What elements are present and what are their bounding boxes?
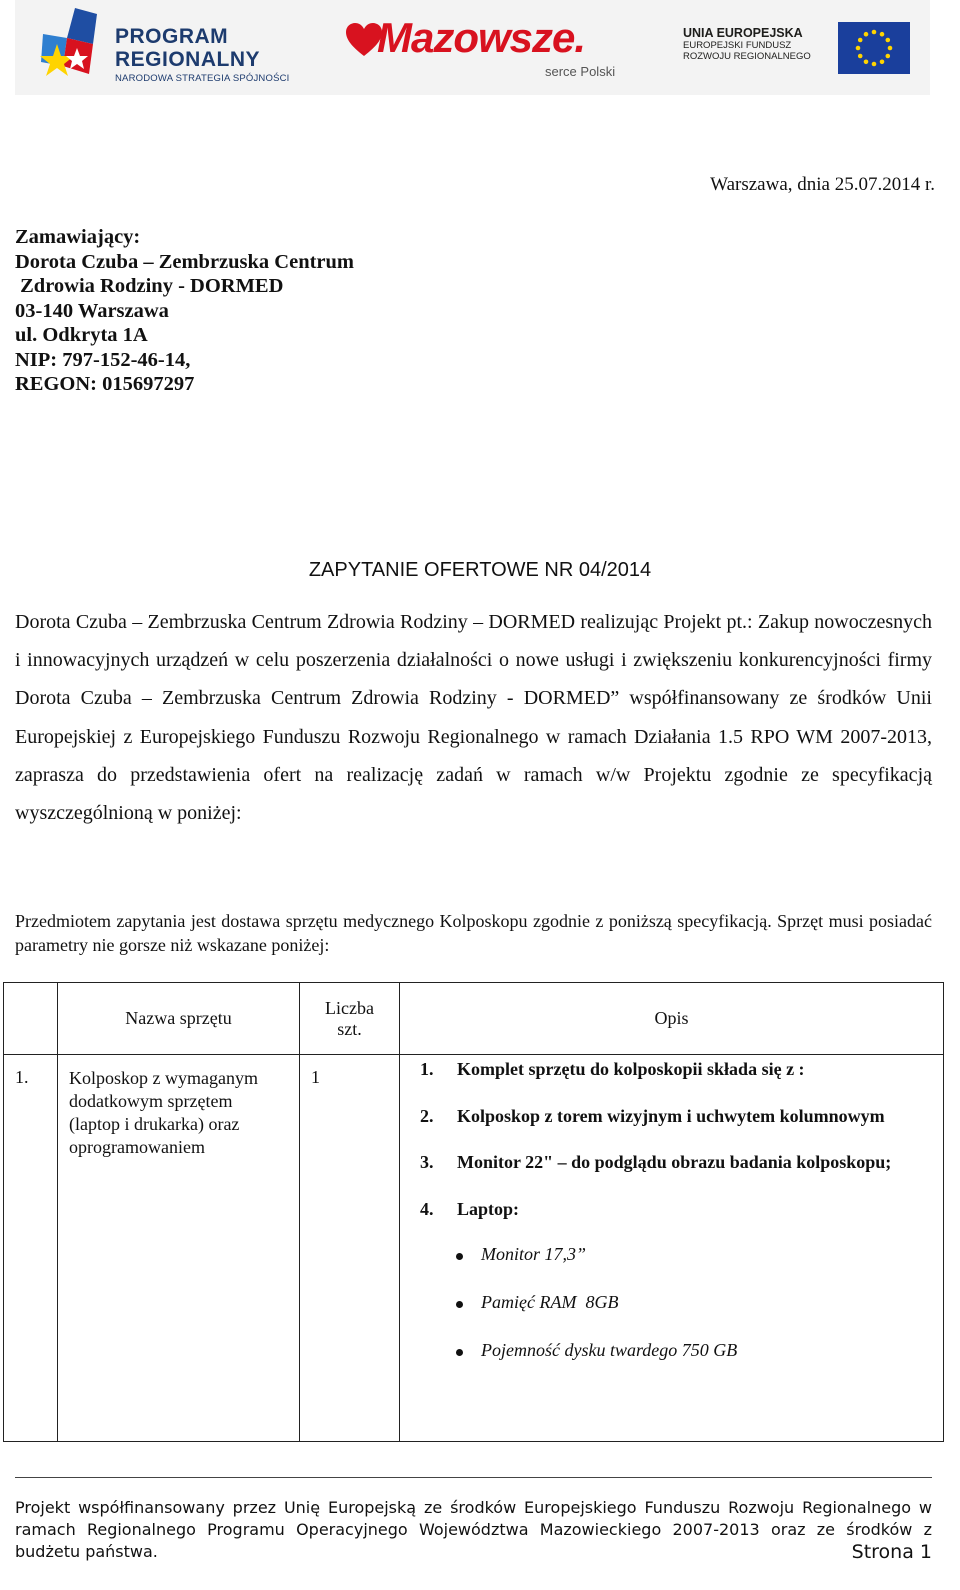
bullet-icon <box>456 1253 463 1260</box>
laptop-spec-text: Monitor 17,3” <box>481 1244 587 1264</box>
laptop-spec-item <box>400 1244 943 1265</box>
program-regionalny-logo <box>115 25 315 84</box>
orderer-block <box>15 225 354 397</box>
header-qty <box>300 983 400 1055</box>
orderer-street: ul. Odkryta 1A <box>15 324 148 346</box>
orderer-regon: REGON: 015697297 <box>15 373 195 395</box>
mazowsze-logo <box>345 14 645 84</box>
item-number: 3. <box>420 1152 434 1172</box>
subject-paragraph: Przedmiotem zapytania jest dostawa sprzętu medycznego Kolposkopu zgodnie z poniższą specyfikacją. Sprzęt musi posiadać parametry nie gorsze niż wskazane poniżej: <box>15 911 932 955</box>
eu-logo-line2: EUROPEJSKI FUNDUSZ <box>683 40 792 51</box>
logo-program-line3: NARODOWA STRATEGIA SPÓJNOŚCI <box>115 73 290 84</box>
orderer-nip: NIP: 797-152-46-14, <box>15 348 191 371</box>
description-item <box>400 1196 943 1223</box>
item-text: Monitor 22" – do podglądu obrazu badania kolposkopu; <box>457 1152 892 1172</box>
description-item <box>400 1103 943 1130</box>
bullet-icon <box>456 1301 463 1308</box>
eu-flag-icon <box>838 22 910 74</box>
intro-paragraph: Dorota Czuba – Zembrzuska Centrum Zdrowia Rodziny – DORMED realizując Projekt pt.: Zakup nowoczesnych i innowacyjnych urządzeń w celu poszerzenia działalności o nowe usługi i zwiększeniu konkurencyjności firmy Dorota Czuba – Zembrzuska Centrum Zdrowia Rodziny - DORMED” współfinansowany ze środków Unii Europejskiej z Europejskiego Funduszu Rozwoju Regionalnego w ramach Działania 1.5 RPO WM 2007-2013, zaprasza do przedstawienia ofert na realizację zadań w ramach w/w Projektu zgodnie ze specyfikacją wyszczególnioną w poniżej: <box>15 611 932 825</box>
row-name: Kolposkop z wymaganym dodatkowym sprzętem (laptop i drukarka) oraz oprogramowaniem <box>58 1055 300 1442</box>
document-title: ZAPYTANIE OFERTOWE NR 04/2014 <box>308 559 652 581</box>
header-lp <box>4 983 58 1055</box>
eu-fund-logo <box>683 26 833 62</box>
specification-table <box>3 982 944 1442</box>
header-qty-label: Liczba szt. <box>325 997 374 1039</box>
laptop-spec-list <box>400 1244 943 1361</box>
orderer-name-line1: Dorota Czuba – Zembrzuska Centrum <box>15 250 355 273</box>
eu-logo-line1: UNIA EUROPEJSKA <box>683 26 803 40</box>
description-list <box>400 1056 943 1222</box>
footer-divider <box>15 1477 932 1478</box>
laptop-spec-item <box>400 1340 943 1361</box>
description-item <box>400 1056 943 1083</box>
laptop-spec-item <box>400 1292 943 1313</box>
item-text: Laptop: <box>457 1198 520 1219</box>
bullet-icon <box>456 1349 463 1356</box>
item-text: Kolposkop z torem wizyjnym i uchwytem kolumnowym <box>457 1105 885 1126</box>
laptop-spec-text: Pojemność dysku twardego 750 GB <box>481 1340 738 1360</box>
table-row <box>4 1055 944 1442</box>
program-regionalny-star-logo <box>37 4 105 90</box>
table-header-row <box>4 983 944 1055</box>
mazowsze-tagline: serce Polski <box>545 64 616 79</box>
item-number: 2. <box>420 1105 434 1126</box>
header-desc: Opis <box>400 983 944 1055</box>
header-name: Nazwa sprzętu <box>58 983 300 1055</box>
description-item <box>400 1149 943 1176</box>
logo-program-line2: REGIONALNY <box>115 48 261 71</box>
row-description <box>400 1055 944 1442</box>
page-number: Strona 1 <box>851 1541 932 1563</box>
document-date: Warszawa, dnia 25.07.2014 r. <box>710 174 935 195</box>
orderer-postal: 03-140 Warszawa <box>15 299 169 322</box>
mazowsze-wordmark: Mazowsze. <box>377 14 586 61</box>
laptop-spec-text: Pamięć RAM 8GB <box>481 1292 619 1312</box>
row-lp: 1. <box>4 1055 58 1442</box>
logo-banner <box>15 0 930 95</box>
item-number: 1. <box>420 1059 434 1079</box>
footer-text: Projekt współfinansowany przez Unię Europejską ze środków Europejskiego Funduszu Rozwoju Regionalnego w ramach Regionalnego Programu Operacyjnego Województwa Mazowieckiego 2007-2013 oraz ze środków z budżetu państwa. <box>15 1498 932 1561</box>
row-qty: 1 <box>300 1055 400 1442</box>
orderer-label: Zamawiający: <box>15 226 141 248</box>
orderer-name-line2: Zdrowia Rodziny - DORMED <box>15 275 284 297</box>
logo-program-line1: PROGRAM <box>115 25 229 48</box>
eu-logo-line3: ROZWOJU REGIONALNEGO <box>683 51 811 62</box>
item-number: 4. <box>420 1198 434 1219</box>
item-text: Komplet sprzętu do kolposkopii składa się z : <box>457 1059 805 1079</box>
